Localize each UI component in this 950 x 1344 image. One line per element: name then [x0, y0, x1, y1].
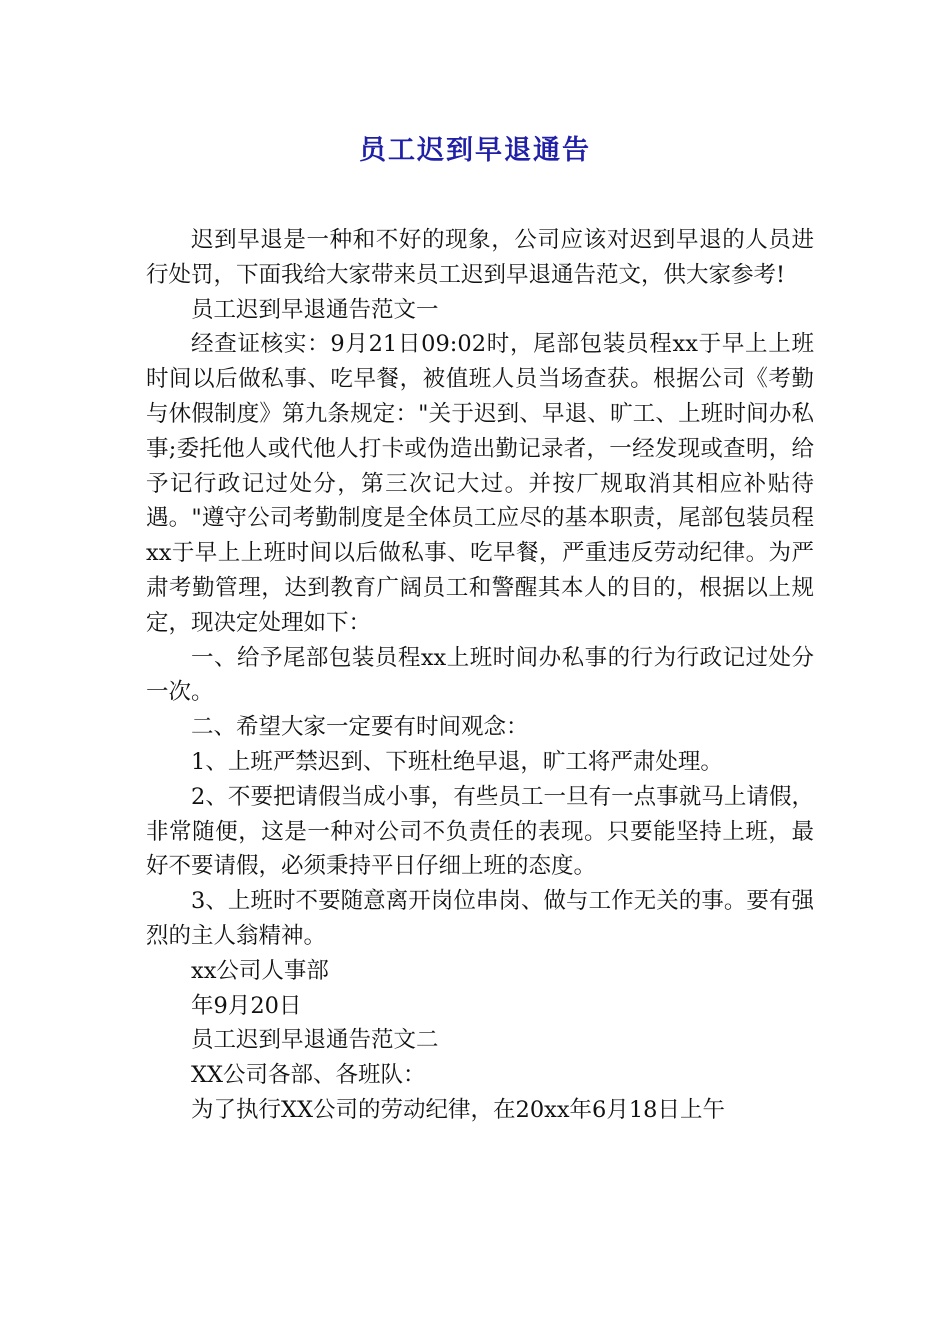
paragraph-sample-two-body: 为了执行XX公司的劳动纪律，在20xx年6月18日上午 [191, 1096, 725, 1123]
paragraph-verification: 经查证核实：9月21日09:02时，尾部包装员程xx于早上上班时间以后做私事、吃早餐，被值班人员当场查获。根据公司《考勤与休假制度》第九条规定："关于迟到、早退、旷工、上班时间办私事;委托他人或代他人打卡或伪造出勤记录者，一经发现或查明，给予记行政记过处分，第三次记大过。并按厂规取消其相应补贴待遇。"遵守公司考勤制度是全体员工应尽的基本职责，尾部包装员程xx于早上上班时间以后做私事、吃早餐，严重违反劳动纪律。为严肃考勤管理，达到教育广阔员工和警醒其本人的目的，根据以上规定，现决定处理如下： [146, 331, 814, 636]
paragraph-signature: xx公司人事部 [191, 957, 329, 984]
paragraph-decision-two: 二、希望大家一定要有时间观念： [191, 714, 529, 741]
paragraph-addressee: XX公司各部、各班队： [191, 1062, 426, 1089]
paragraph-intro: 迟到早退是一种和不好的现象，公司应该对迟到早退的人员进行处罚，下面我给大家带来员工迟到早退通告范文，供大家参考! [146, 227, 814, 288]
paragraph-rule-one: 1、上班严禁迟到、下班杜绝早退，旷工将严肃处理。 [191, 748, 723, 775]
paragraph-date: 年9月20日 [191, 992, 302, 1019]
document-title: 员工迟到早退通告 [359, 135, 591, 166]
paragraph-sample-two-heading: 员工迟到早退通告范文二 [191, 1027, 439, 1054]
document-body [146, 223, 814, 1128]
paragraph-decision-one: 一、给予尾部包装员程xx上班时间办私事的行为行政记过处分一次。 [146, 644, 814, 706]
paragraph-rule-three: 3、上班时不要随意离开岗位串岗、做与工作无关的事。要有强烈的主人翁精神。 [146, 888, 814, 949]
paragraph-sample-one-heading: 员工迟到早退通告范文一 [191, 296, 439, 323]
paragraph-rule-two: 2、不要把请假当成小事，有些员工一旦有一点事就马上请假，非常随便，这是一种对公司不负责任的表现。只要能坚持上班，最好不要请假，必须秉持平日仔细上班的态度。 [146, 783, 814, 880]
